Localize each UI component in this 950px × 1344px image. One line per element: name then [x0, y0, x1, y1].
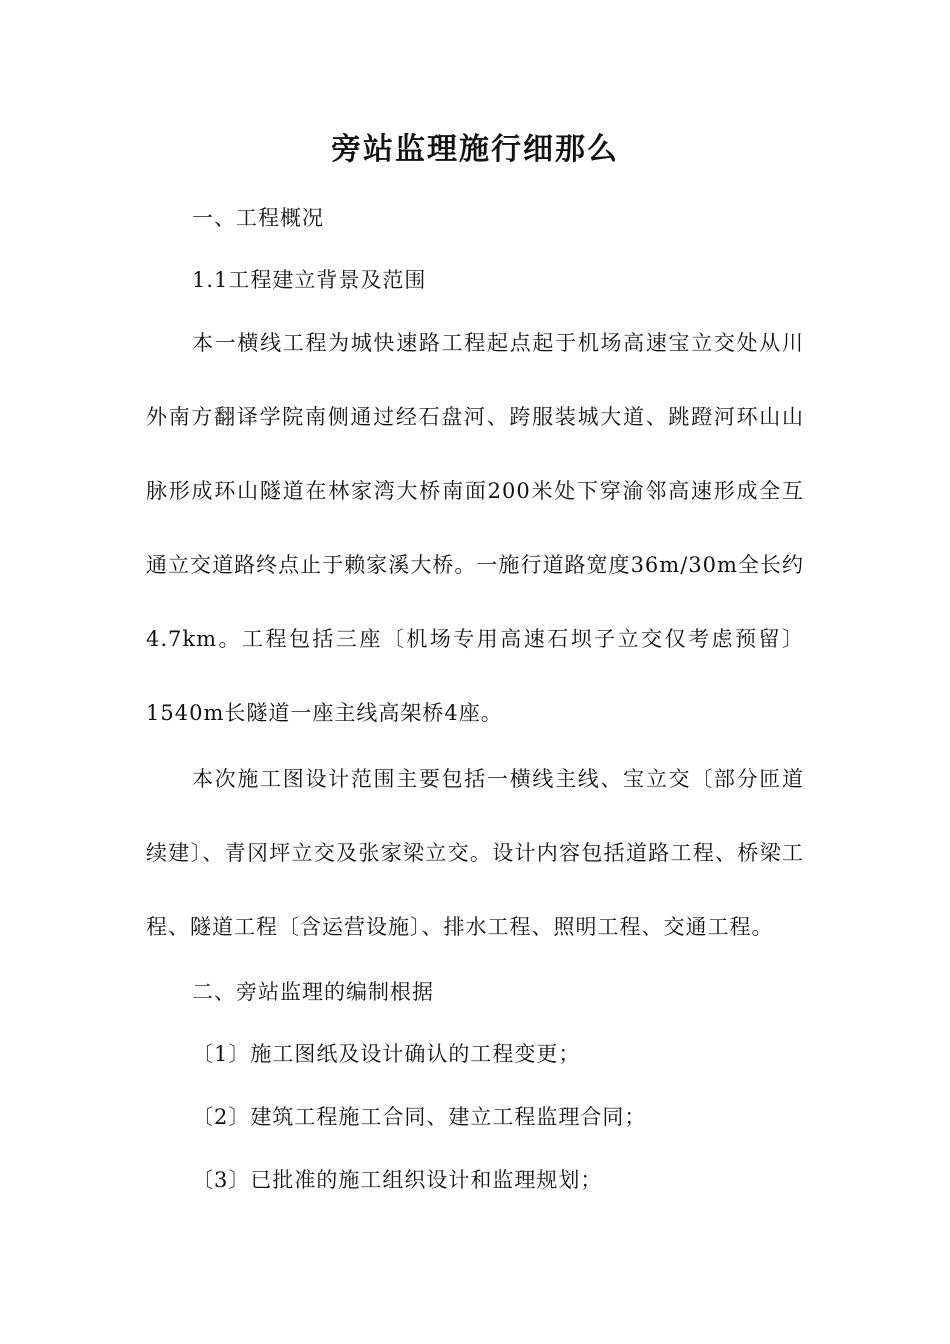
subsection-heading-background: 1.1工程建立背景及范围: [192, 268, 427, 292]
list-item-basis-2: 〔2〕建筑工程施工合同、建立工程监理合同；: [192, 1105, 647, 1129]
list-item-basis-1: 〔1〕施工图纸及设计确认的工程变更；: [192, 1042, 581, 1066]
list-item-basis-3: 〔3〕已批准的施工组织设计和监理规划；: [192, 1168, 603, 1192]
section-heading-basis: 二、旁站监理的编制根据: [192, 980, 434, 1004]
paragraph-design-scope: 本次施工图设计范围主要包括一横线主线、宝立交〔部分匝道续建〕、青冈坪立交及张家梁立交。设计内容包括道路工程、桥梁工程、隧道工程〔含运营设施〕、排水工程、照明工程、交通工程。: [146, 767, 804, 939]
paragraph-project-description: 本一横线工程为城快速路工程起点起于机场高速宝立交处从川外南方翻译学院南侧通过经石盘河、跨服装城大道、跳蹬河环山山脉形成环山隧道在林家湾大桥南面200米处下穿渝邻高速形成全互通立交道路终点止于赖家溪大桥。一施行道路宽度36m/30m全长约4.7km。工程包括三座〔机场专用高速石坝子立交仅考虑预留〕1540m长隧道一座主线高架桥4座。: [146, 331, 804, 725]
section-heading-overview: 一、工程概况: [192, 206, 324, 230]
document-title: 旁站监理施行细那么: [331, 132, 619, 167]
